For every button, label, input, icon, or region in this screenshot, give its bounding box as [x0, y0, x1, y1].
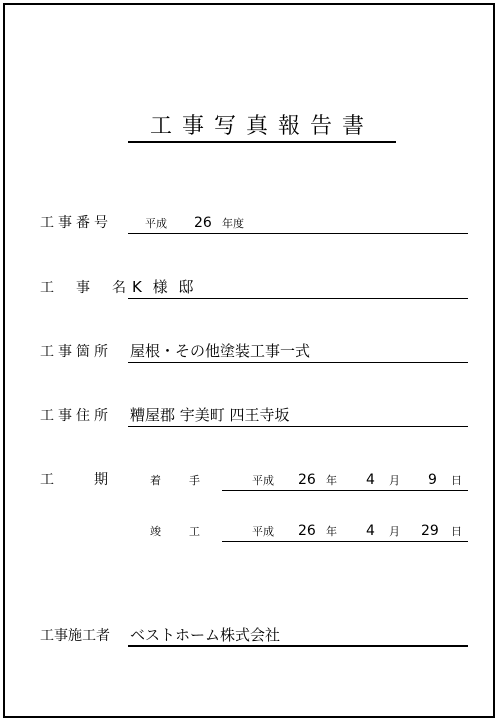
end-day: 29 — [421, 523, 439, 539]
project-name-underline — [128, 298, 468, 299]
start-month: 4 — [366, 472, 375, 488]
project-number-year: 26 — [194, 215, 212, 231]
end-month-unit: 月 — [389, 525, 400, 538]
start-day-unit: 日 — [451, 474, 462, 487]
end-year-unit: 年 — [326, 525, 337, 538]
project-name-label: 工 事 名 — [40, 280, 130, 296]
start-underline — [222, 490, 468, 491]
end-month: 4 — [366, 523, 375, 539]
contractor-label: 工事施工者 — [40, 628, 110, 644]
project-address-underline — [128, 426, 468, 427]
project-number-underline — [128, 233, 468, 234]
end-year: 26 — [298, 523, 316, 539]
project-location-underline — [128, 362, 468, 363]
end-era: 平成 — [252, 525, 274, 538]
project-location-value: 屋根・その他塗装工事一式 — [130, 342, 311, 360]
contractor-underline — [128, 645, 468, 647]
end-day-unit: 日 — [451, 525, 462, 538]
end-underline — [222, 541, 468, 542]
start-day: 9 — [428, 472, 437, 488]
project-number-label: 工事番号 — [40, 215, 112, 231]
start-month-unit: 月 — [389, 474, 400, 487]
project-location-label: 工事箇所 — [40, 344, 112, 360]
project-address-value: 糟屋郡 宇美町 四王寺坂 — [130, 406, 290, 424]
start-era: 平成 — [252, 474, 274, 487]
end-label: 竣 工 — [150, 525, 202, 538]
project-number-era: 平成 — [145, 217, 167, 230]
project-name-value: K 様 邸 — [132, 278, 197, 296]
project-period-label: 工 期 — [40, 472, 112, 488]
project-address-label: 工事住所 — [40, 408, 112, 424]
project-number-suffix: 年度 — [222, 217, 244, 230]
contractor-value: ベストホーム株式会社 — [130, 626, 281, 644]
start-year-unit: 年 — [326, 474, 337, 487]
start-year: 26 — [298, 472, 316, 488]
start-label: 着 手 — [150, 474, 202, 487]
page-title: 工事写真報告書 — [128, 113, 396, 143]
